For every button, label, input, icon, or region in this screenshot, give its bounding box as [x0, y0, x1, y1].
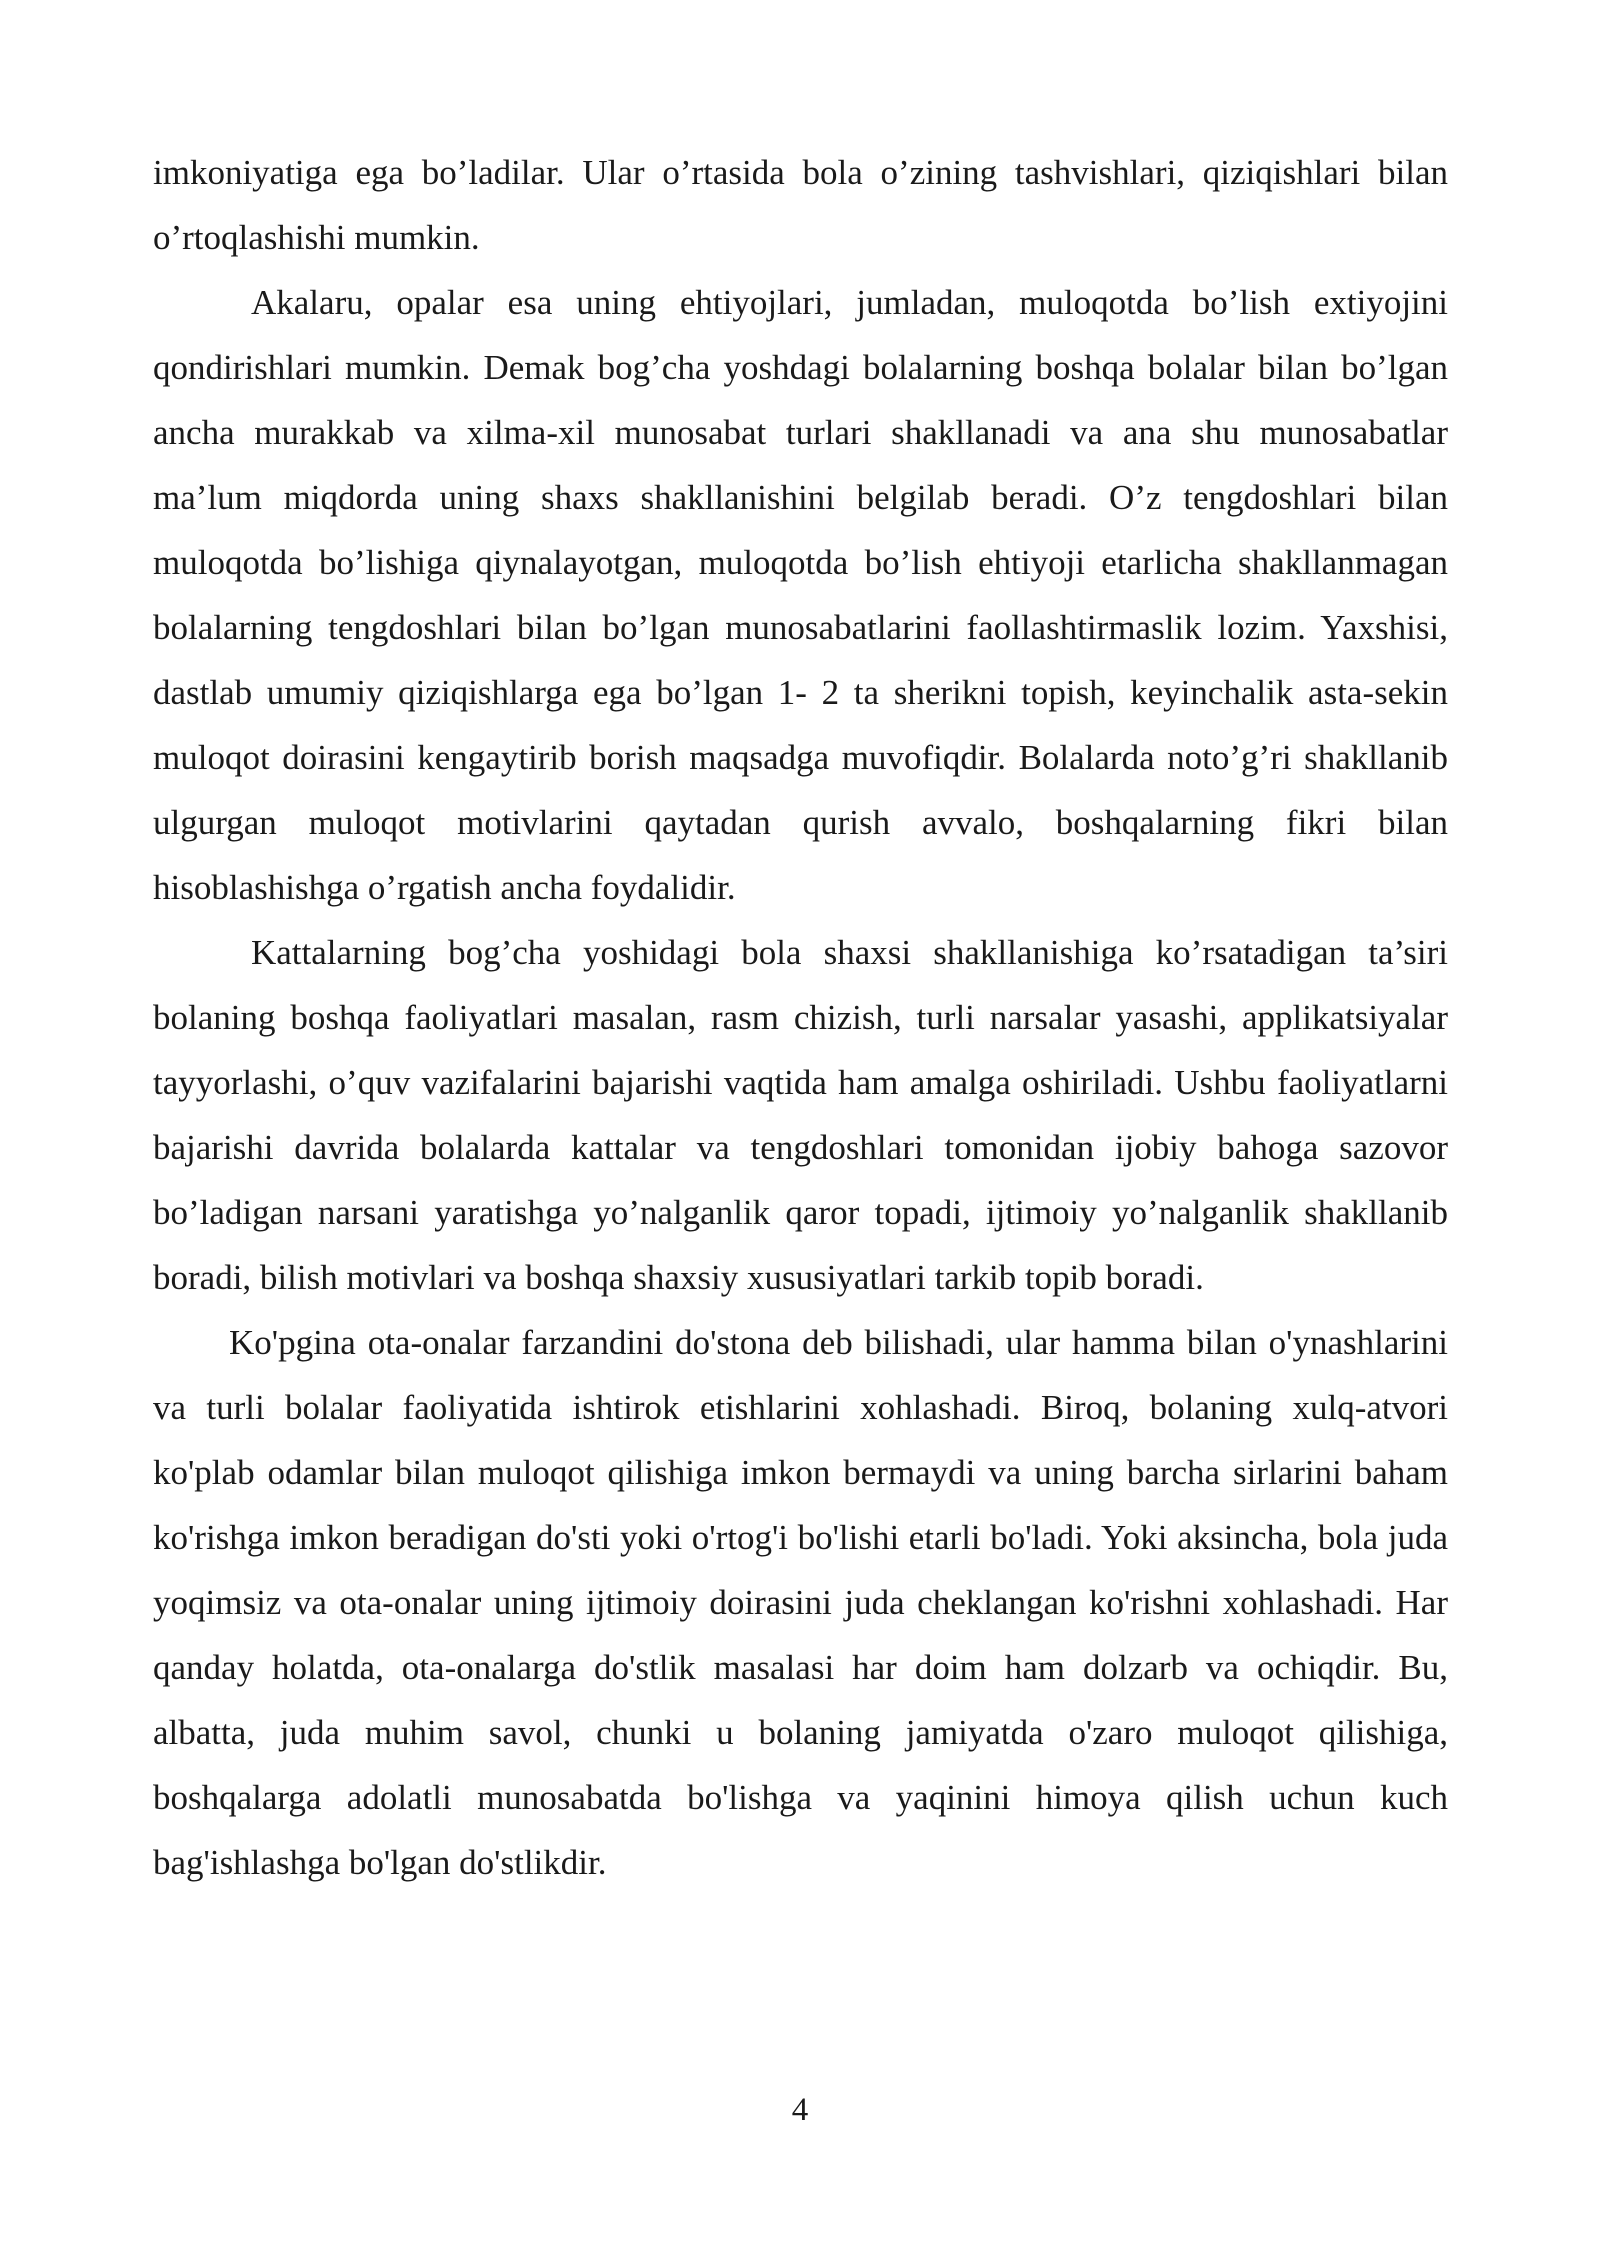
paragraph-1: imkoniyatiga ega bo’ladilar. Ular o’rtasida bola o’zining tashvishlari, qiziqishlari bilan o’rtoqlashishi mumkin.: [153, 153, 1448, 257]
paragraph-2: Akalaru, opalar esa uning ehtiyojlari, jumladan, muloqotda bo’lish extiyojini qondirishlari mumkin. Demak bog’cha yoshdagi bolalarning boshqa bolalar bilan bo’lgan ancha murakkab va xilma-xil munosabat turlari shakllanadi va ana shu munosabatlar ma’lum miqdorda uning shaxs shakllanishini belgilab beradi. O’z tengdoshlari bilan muloqotda bo’lishiga qiynalayotgan, muloqotda bo’lish ehtiyoji etarlicha shakllanmagan bolalarning tengdoshlari bilan bo’lgan munosabatlarini faollashtirmaslik lozim. Yaxshisi, dastlab umumiy qiziqishlarga ega bo’lgan 1- 2 ta sherikni topish, keyinchalik asta-sekin muloqot doirasini kengaytirib borish maqsadga muvofiqdir. Bolalarda noto’g’ri shakllanib ulgurgan muloqot motivlarini qaytadan qurish avvalo, boshqalarning fikri bilan hisoblashishga o’rgatish ancha foydalidir.: [153, 283, 1448, 907]
paragraph-3: Kattalarning bog’cha yoshidagi bola shaxsi shakllanishiga ko’rsatadigan ta’siri bolaning boshqa faoliyatlari masalan, rasm chizish, turli narsalar yasashi, applikatsiyalar tayyorlashi, o’quv vazifalarini bajarishi vaqtida ham amalga oshiriladi. Ushbu faoliyatlarni bajarishi davrida bolalarda kattalar va tengdoshlari tomonidan ijobiy bahoga sazovor bo’ladigan narsani yaratishga yo’nalganlik qaror topadi, ijtimoiy yo’nalganlik shakllanib boradi, bilish motivlari va boshqa shaxsiy xususiyatlari tarkib topib boradi.: [153, 933, 1448, 1297]
page-number: 4: [791, 2092, 809, 2128]
paragraph-4: Ko'pgina ota-onalar farzandini do'stona deb bilishadi, ular hamma bilan o'ynashlarini va turli bolalar faoliyatida ishtirok etishlarini xohlashadi. Biroq, bolaning xulq-atvori ko'plab odamlar bilan muloqot qilishiga imkon bermaydi va uning barcha sirlarini baham ko'rishga imkon beradigan do'sti yoki o'rtog'i bo'lishi etarli bo'ladi. Yoki aksincha, bola juda yoqimsiz va ota-onalar uning ijtimoiy doirasini juda cheklangan ko'rishni xohlashadi. Har qanday holatda, ota-onalarga do'stlik masalasi har doim ham dolzarb va ochiqdir. Bu, albatta, juda muhim savol, chunki u bolaning jamiyatda o'zaro muloqot qilishiga, boshqalarga adolatli munosabatda bo'lishga va yaqinini himoya qilish uchun kuch bag'ishlashga bo'lgan do'stlikdir.: [153, 1323, 1448, 1882]
document-page: [153, 140, 1448, 1895]
